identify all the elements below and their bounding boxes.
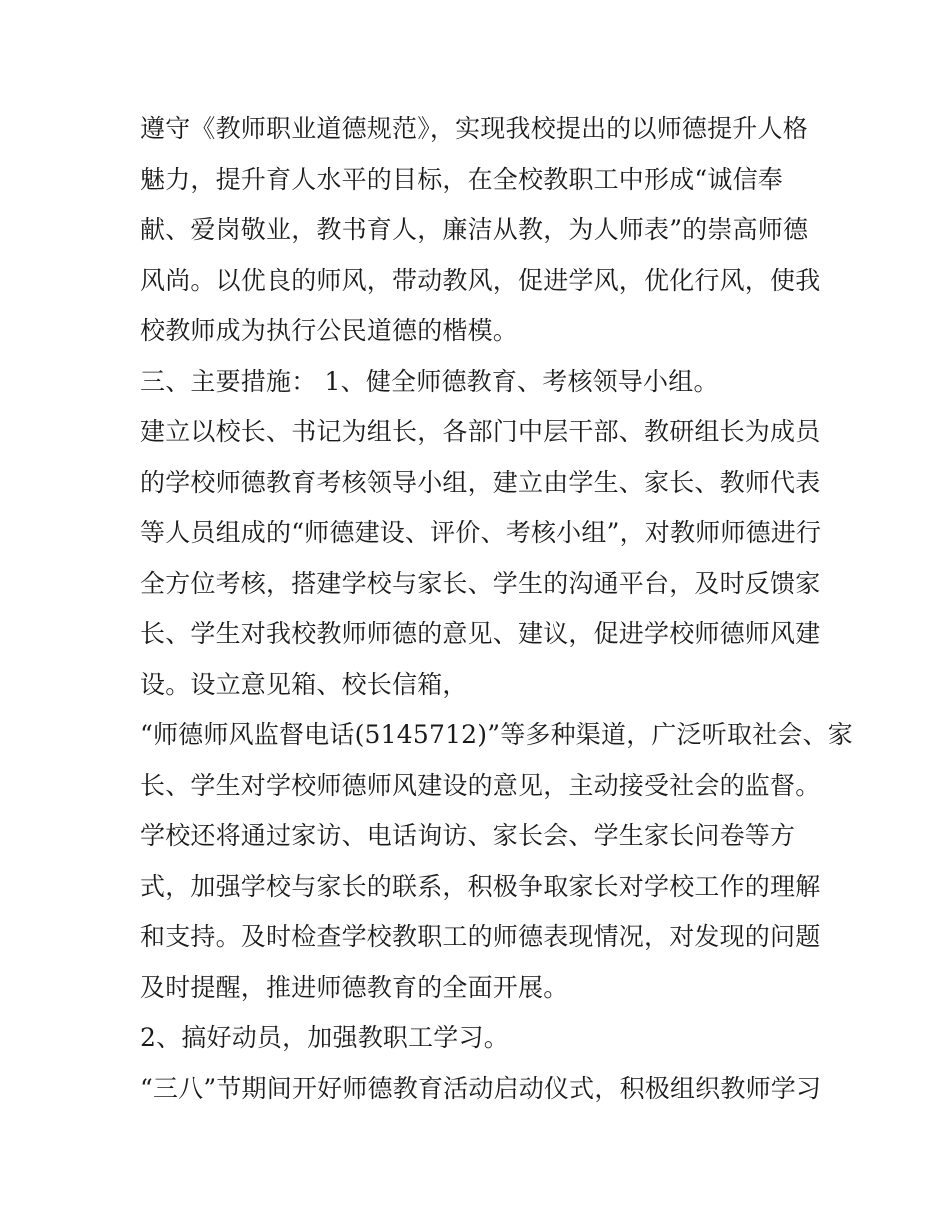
text-line: 学校还将通过家访、电话询访、家长会、学生家长问卷等方 (140, 821, 796, 850)
text-line: 和支持。及时检查学校教职工的师德表现情况，对发现的问题 (140, 922, 821, 951)
text-line: 风尚。以优良的师风，带动教风，促进学风，优化行风，使我 (140, 265, 821, 295)
text-line: 献、爱岗敬业，教书育人，廉洁从教，为人师表”的崇高师德 (140, 215, 809, 244)
text-line: 长、学生对学校师德师风建设的意见，主动接受社会的监督。 (140, 770, 821, 800)
section-heading-line: 三、主要措施： 1、健全师德教育、考核领导小组。 (140, 366, 719, 396)
text-line: 魅力，提升育人水平的目标，在全校教职工中形成“诚信奉 (140, 164, 783, 194)
subheading-line: 2、搞好动员，加强教职工学习。 (140, 1023, 509, 1052)
text-line: 长、学生对我校教师师德的意见、建议，促进学校师德师风建 (140, 619, 821, 648)
text-line: 遵守《教师职业道德规范》，实现我校提出的以师德提升人格 (140, 114, 808, 143)
text-line: 的学校师德教育考核领导小组，建立由学生、家长、教师代表 (140, 467, 821, 497)
text-line: 等人员组成的“师德建设、评价、考核小组”，对教师师德进行 (140, 518, 822, 547)
text-line: “师德师风监督电话(5145712)”等多种渠道，广泛听取社会、家 (140, 720, 854, 749)
body-text (140, 104, 854, 1114)
text-line: 校教师成为执行公民道德的楷模。 (140, 316, 519, 345)
text-line: 设。设立意见箱、校长信箱， (140, 669, 468, 699)
text-line: 建立以校长、书记为组长，各部门中层干部、教研组长为成员 (140, 417, 821, 446)
text-line: 全方位考核，搭建学校与家长、学生的沟通平台，及时反馈家 (140, 568, 821, 598)
text-line: 式，加强学校与家长的联系，积极争取家长对学校工作的理解 (140, 871, 821, 901)
text-line: 及时提醒，推进师德教育的全面开展。 (140, 972, 569, 1002)
text-line: “三八”节期间开好师德教育活动启动仪式，积极组织教师学习 (140, 1073, 822, 1103)
